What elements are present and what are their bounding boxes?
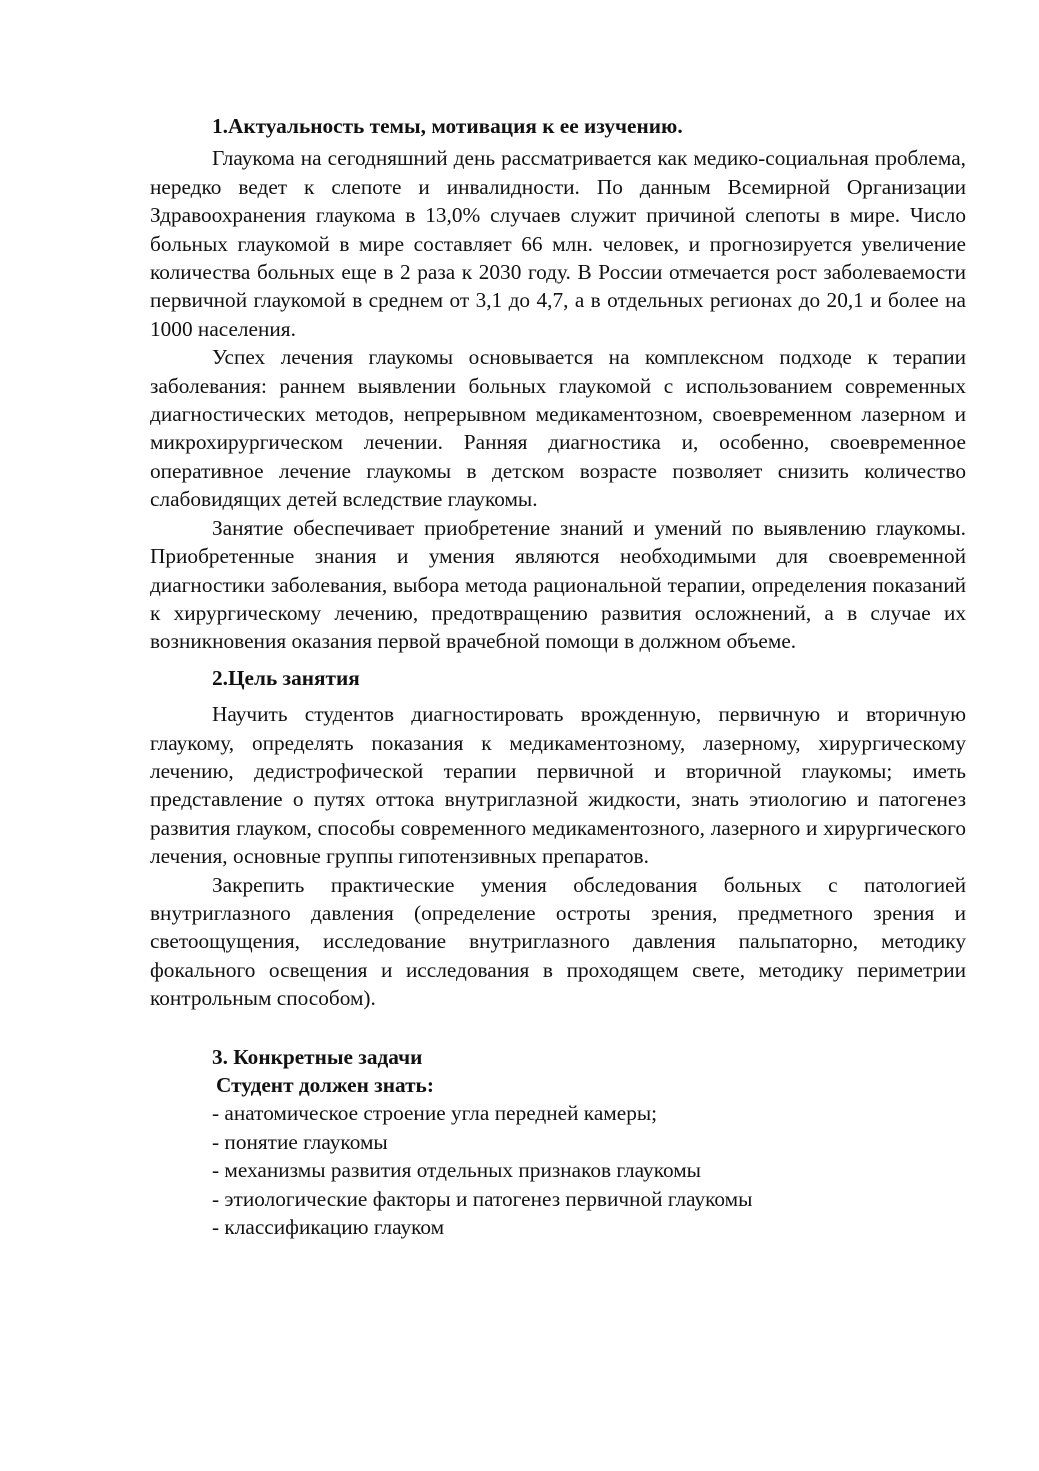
section-3-heading: 3. Конкретные задачи [212, 1044, 423, 1069]
section-2-heading: 2.Цель занятия [212, 665, 360, 690]
section-2-paragraph-2: Закрепить практические умения обследования больных с патологией внутриглазного давления (определение остроты зрения, предметного зрения и светоощущения, исследование внутриглазного давления пальпаторно, методику фокального освещения и исследования в проходящем свете, методику периметрии контрольным способом). [150, 872, 966, 1011]
section-2-paragraph-1: Научить студентов диагностировать врожденную, первичную и вторичную глаукому, определять показания к медикаментозному, лазерному, хирургическому лечению, дедистрофической терапии первичной и вторичной глаукомы; иметь представление о путях оттока внутриглазной жидкости, знать этиологию и патогенез развития глауком, способы современного медикаментозного, лазерного и хирургического лечения, основные группы гипотензивных препаратов. [150, 702, 966, 869]
section-1-paragraph-1: Глаукома на сегодняшний день рассматривается как медико-социальная проблема, нередко ведет к слепоте и инвалидности. По данным Всемирной Организации Здравоохранения глаукома в 13,0% случаев служит причиной слепоты в мире. Число больных глаукомой в мире составляет 66 млн. человек, и прогнозируется увеличение количества больных еще в 2 раза к 2030 году. В России отмечается рост заболеваемости первичной глаукомой в среднем от 3,1 до 4,7, а в отдельных регионах до 20,1 и более на 1000 населения. [150, 146, 966, 341]
list-item: - понятие глаукомы [212, 1129, 388, 1154]
document-page [150, 112, 966, 1241]
knowledge-list [150, 1099, 966, 1241]
section-1-paragraph-3: Занятие обеспечивает приобретение знаний и умений по выявлению глаукомы. Приобретенные знания и умения являются необходимыми для своевременной диагностики заболевания, выбора метода рациональной терапии, определения показаний к хирургическому лечению, предотвращению развития осложнений, а в случае их возникновения оказания первой врачебной помощи в должном объеме. [150, 515, 966, 654]
list-item: - этиологические факторы и патогенез первичной глаукомы [212, 1186, 753, 1211]
list-item: - механизмы развития отдельных признаков глаукомы [212, 1158, 701, 1183]
list-item: - анатомическое строение угла передней камеры; [212, 1101, 658, 1126]
section-1-heading: 1.Актуальность темы, мотивация к ее изучению. [212, 114, 683, 138]
section-3-subheading: Студент должен знать: [216, 1073, 434, 1097]
list-item: - классификацию глауком [212, 1215, 445, 1240]
section-1-paragraph-2: Успех лечения глаукомы основывается на комплексном подходе к терапии заболевания: раннем выявлении больных глаукомой с использованием современных диагностических методов, непрерывном медикаментозном, своевременном лазерном и микрохирургическом лечении. Ранняя диагностика и, особенно, своевременное оперативное лечение глаукомы в детском возрасте позволяет снизить количество слабовидящих детей вследствие глаукомы. [150, 345, 966, 512]
